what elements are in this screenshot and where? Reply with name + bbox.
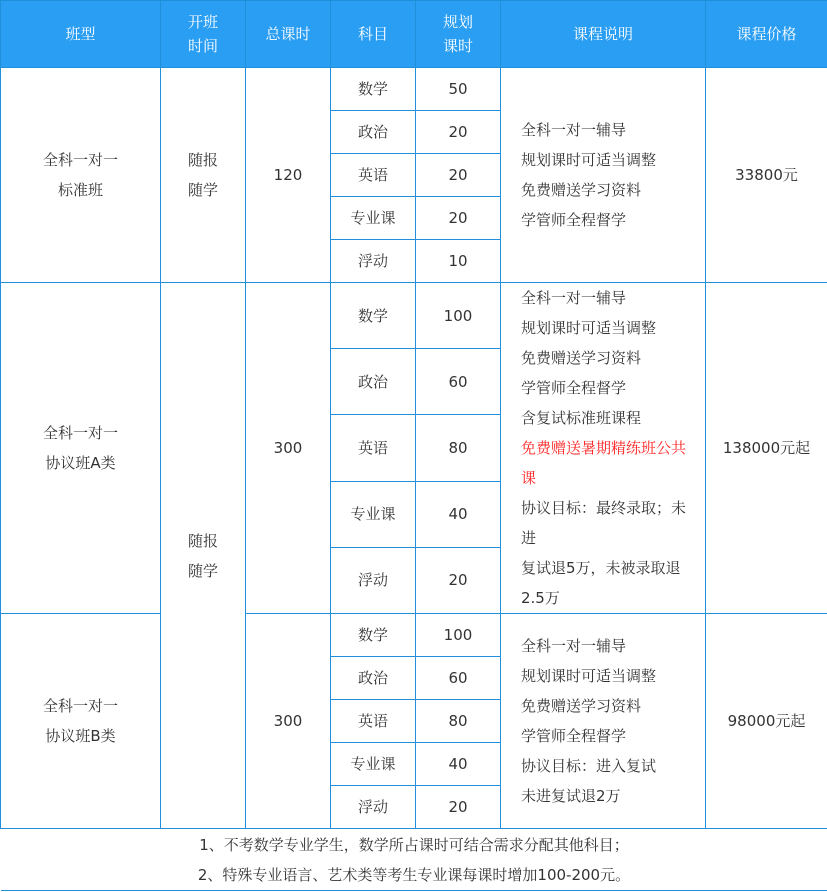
hours-cell: 40 <box>416 481 501 547</box>
subject-cell: 数学 <box>331 614 416 657</box>
start-time-cell <box>161 68 246 283</box>
header-subject: 科目 <box>331 1 416 68</box>
price-cell: 98000元起 <box>706 614 827 829</box>
total-hours-cell: 120 <box>246 68 331 283</box>
notes-row <box>1 829 827 891</box>
class-type-line: 全科一对一 <box>42 424 118 442</box>
header-class-type: 班型 <box>1 1 161 68</box>
total-hours-cell: 300 <box>246 283 331 614</box>
description-line: 2.5万 <box>521 589 560 607</box>
hours-cell: 20 <box>416 547 501 613</box>
note-line: 1、不考数学专业学生，数学所占课时可结合需求分配其他科目； <box>199 836 629 854</box>
hours-cell: 50 <box>416 68 501 111</box>
subject-cell: 数学 <box>331 283 416 349</box>
notes-cell <box>1 829 827 891</box>
subject-cell: 英语 <box>331 415 416 481</box>
hours-cell: 80 <box>416 415 501 481</box>
description-highlight-line: 免费赠送暑期精练班公共 <box>521 439 687 457</box>
table-header-row <box>1 1 827 68</box>
note-line: 2、特殊专业语言、艺术类等考生专业课每课时增加100-200元。 <box>197 866 631 884</box>
class-type-line: 协议班A类 <box>45 454 116 472</box>
description-line: 进 <box>521 529 537 547</box>
description-highlight-line: 课 <box>521 469 537 487</box>
hours-cell: 20 <box>416 154 501 197</box>
description-line: 全科一对一辅导 <box>521 637 627 655</box>
hours-cell: 40 <box>416 743 501 786</box>
header-total-hours: 总课时 <box>246 1 331 68</box>
start-time-line: 随报 <box>187 151 218 169</box>
subject-cell: 浮动 <box>331 786 416 829</box>
table-row <box>1 283 827 349</box>
start-time-cell <box>161 283 246 829</box>
subject-cell: 英语 <box>331 154 416 197</box>
class-type-cell <box>1 614 161 829</box>
description-line: 含复试标准班课程 <box>521 409 642 427</box>
description-line: 全科一对一辅导 <box>521 289 627 307</box>
table-row <box>1 68 827 111</box>
description-line: 规划课时可适当调整 <box>521 667 657 685</box>
header-planned-hours-text: 规划 课时 <box>442 13 473 55</box>
description-line: 学管师全程督学 <box>521 727 627 745</box>
class-type-line: 全科一对一 <box>42 151 118 169</box>
description-line: 免费赠送学习资料 <box>521 181 642 199</box>
total-hours-cell: 300 <box>246 614 331 829</box>
subject-cell: 专业课 <box>331 197 416 240</box>
subject-cell: 英语 <box>331 700 416 743</box>
description-line: 协议目标：进入复试 <box>521 757 657 775</box>
start-time-line: 随学 <box>187 561 218 580</box>
header-description: 课程说明 <box>501 1 706 68</box>
description-line: 未进复试退2万 <box>521 787 621 805</box>
subject-cell: 政治 <box>331 657 416 700</box>
start-time-line: 随学 <box>187 181 218 199</box>
subject-cell: 浮动 <box>331 240 416 283</box>
class-type-line: 标准班 <box>57 181 103 199</box>
header-start-time <box>161 1 246 68</box>
description-line: 规划课时可适当调整 <box>521 151 657 169</box>
description-cell <box>501 614 706 829</box>
description-line: 协议目标：最终录取；未 <box>521 499 687 517</box>
subject-cell: 数学 <box>331 68 416 111</box>
description-cell <box>501 283 706 614</box>
hours-cell: 60 <box>416 349 501 415</box>
class-type-line: 协议班B类 <box>45 727 116 745</box>
description-line: 规划课时可适当调整 <box>521 319 657 337</box>
description-line: 复试退5万，未被录取退 <box>521 559 681 577</box>
hours-cell: 100 <box>416 614 501 657</box>
subject-cell: 政治 <box>331 349 416 415</box>
hours-cell: 60 <box>416 657 501 700</box>
description-line: 全科一对一辅导 <box>521 121 627 139</box>
start-time-line: 随报 <box>187 531 218 550</box>
hours-cell: 80 <box>416 700 501 743</box>
subject-cell: 政治 <box>331 111 416 154</box>
description-line: 学管师全程督学 <box>521 379 627 397</box>
description-line: 免费赠送学习资料 <box>521 349 642 367</box>
header-start-time-text: 开班 时间 <box>187 13 218 55</box>
class-type-cell <box>1 68 161 283</box>
subject-cell: 专业课 <box>331 481 416 547</box>
hours-cell: 20 <box>416 197 501 240</box>
class-type-line: 全科一对一 <box>42 697 118 715</box>
description-line: 学管师全程督学 <box>521 211 627 229</box>
hours-cell: 100 <box>416 283 501 349</box>
class-type-cell <box>1 283 161 614</box>
description-cell <box>501 68 706 283</box>
hours-cell: 20 <box>416 111 501 154</box>
price-cell: 138000元起 <box>706 283 827 614</box>
header-price: 课程价格 <box>706 1 827 68</box>
description-line: 免费赠送学习资料 <box>521 697 642 715</box>
subject-cell: 浮动 <box>331 547 416 613</box>
table-row <box>1 614 827 657</box>
header-planned-hours <box>416 1 501 68</box>
price-cell: 33800元 <box>706 68 827 283</box>
hours-cell: 20 <box>416 786 501 829</box>
subject-cell: 专业课 <box>331 743 416 786</box>
hours-cell: 10 <box>416 240 501 283</box>
